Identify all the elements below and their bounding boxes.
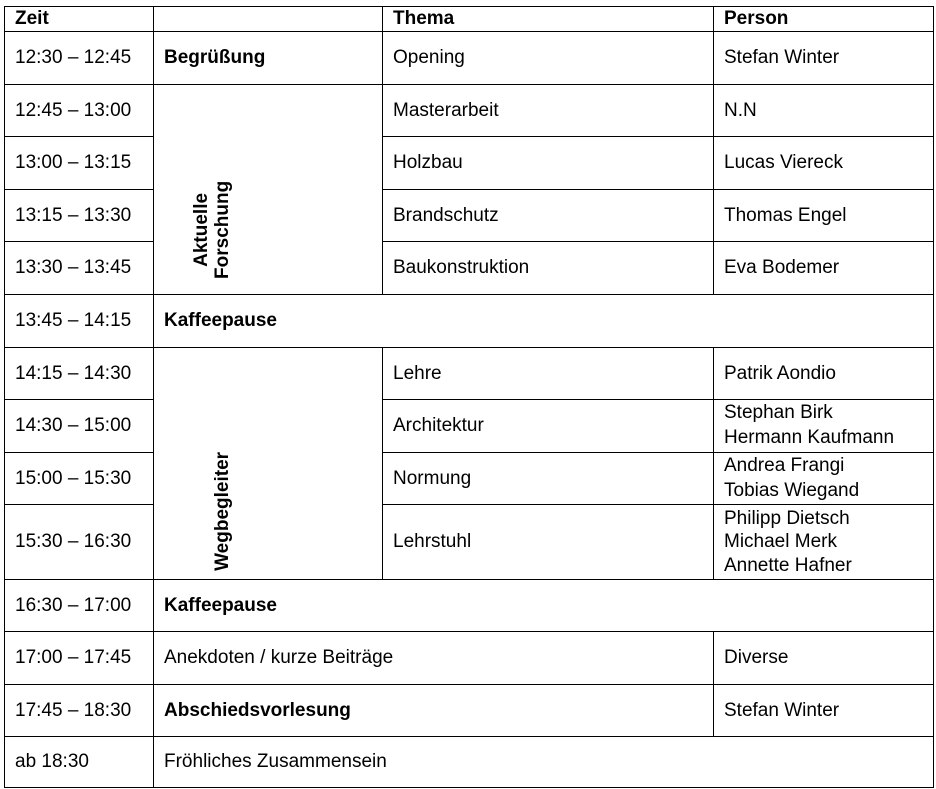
table-row xyxy=(5,32,934,85)
table-row xyxy=(5,453,934,505)
thema-cell: Masterarbeit xyxy=(383,85,714,137)
time-cell: 17:00 – 17:45 xyxy=(5,632,154,685)
header-person: Person xyxy=(714,7,934,32)
thema-cell: Brandschutz xyxy=(383,190,714,242)
time-cell: 13:45 – 14:15 xyxy=(5,295,154,348)
group-cell-aktuelle-forschung xyxy=(154,85,383,295)
table-row xyxy=(5,348,934,400)
thema-cell: Architektur xyxy=(383,400,714,453)
table-row xyxy=(5,632,934,685)
thema-cell: Lehre xyxy=(383,348,714,400)
person-cell: Stefan Winter xyxy=(714,32,934,85)
person-line: Annette Hafner xyxy=(724,554,852,576)
time-cell: 16:30 – 17:00 xyxy=(5,580,154,632)
time-cell: 17:45 – 18:30 xyxy=(5,685,154,737)
time-cell: ab 18:30 xyxy=(5,737,154,788)
person-line: Andrea Frangi xyxy=(724,454,845,476)
thema-cell: Baukonstruktion xyxy=(383,242,714,295)
group-label-vertical xyxy=(213,452,234,571)
person-line: Tobias Wiegand xyxy=(724,479,860,501)
person-line: Stephan Birk xyxy=(724,402,833,424)
group-label-line: Wegbegleiter xyxy=(212,451,234,571)
group-cell: Begrüßung xyxy=(154,32,383,85)
table-row xyxy=(5,190,934,242)
event-cell: Fröhliches Zusammensein xyxy=(154,737,934,788)
table-row xyxy=(5,737,934,788)
group-label-line: Forschung xyxy=(212,180,234,279)
header-group xyxy=(154,7,383,32)
person-cell: N.N xyxy=(714,85,934,137)
time-cell: 13:00 – 13:15 xyxy=(5,137,154,190)
person-cell: Eva Bodemer xyxy=(714,242,934,295)
time-cell: 14:30 – 15:00 xyxy=(5,400,154,453)
table-row xyxy=(5,137,934,190)
person-cell xyxy=(714,453,934,505)
schedule-table xyxy=(4,6,934,788)
person-line: Philipp Dietsch xyxy=(724,507,850,529)
table-row xyxy=(5,400,934,453)
table-row xyxy=(5,85,934,137)
time-cell: 13:15 – 13:30 xyxy=(5,190,154,242)
header-row xyxy=(5,7,934,32)
table-row xyxy=(5,685,934,737)
thema-cell: Lehrstuhl xyxy=(383,505,714,580)
person-cell: Patrik Aondio xyxy=(714,348,934,400)
table-row xyxy=(5,580,934,632)
thema-cell: Holzbau xyxy=(383,137,714,190)
group-cell-wegbegleiter xyxy=(154,348,383,580)
header-thema: Thema xyxy=(383,7,714,32)
table-row xyxy=(5,505,934,580)
time-cell: 15:00 – 15:30 xyxy=(5,453,154,505)
event-cell: Abschiedsvorlesung xyxy=(154,685,714,737)
time-cell: 13:30 – 13:45 xyxy=(5,242,154,295)
person-cell: Diverse xyxy=(714,632,934,685)
person-cell xyxy=(714,400,934,453)
person-line: Hermann Kaufmann xyxy=(724,427,895,448)
header-zeit: Zeit xyxy=(5,7,154,32)
person-cell xyxy=(714,505,934,580)
table-row xyxy=(5,242,934,295)
time-cell: 15:30 – 16:30 xyxy=(5,505,154,580)
time-cell: 12:30 – 12:45 xyxy=(5,32,154,85)
break-cell: Kaffeepause xyxy=(154,295,934,348)
group-label-vertical xyxy=(192,180,234,278)
person-cell: Lucas Viereck xyxy=(714,137,934,190)
thema-cell: Opening xyxy=(383,32,714,85)
person-cell: Thomas Engel xyxy=(714,190,934,242)
time-cell: 14:15 – 14:30 xyxy=(5,348,154,400)
person-cell: Stefan Winter xyxy=(714,685,934,737)
person-line: Michael Merk xyxy=(724,531,837,553)
table-row xyxy=(5,295,934,348)
time-cell: 12:45 – 13:00 xyxy=(5,85,154,137)
group-label-line: Aktuelle xyxy=(191,192,213,267)
thema-cell: Normung xyxy=(383,453,714,505)
event-cell: Anekdoten / kurze Beiträge xyxy=(154,632,714,685)
break-cell: Kaffeepause xyxy=(154,580,934,632)
